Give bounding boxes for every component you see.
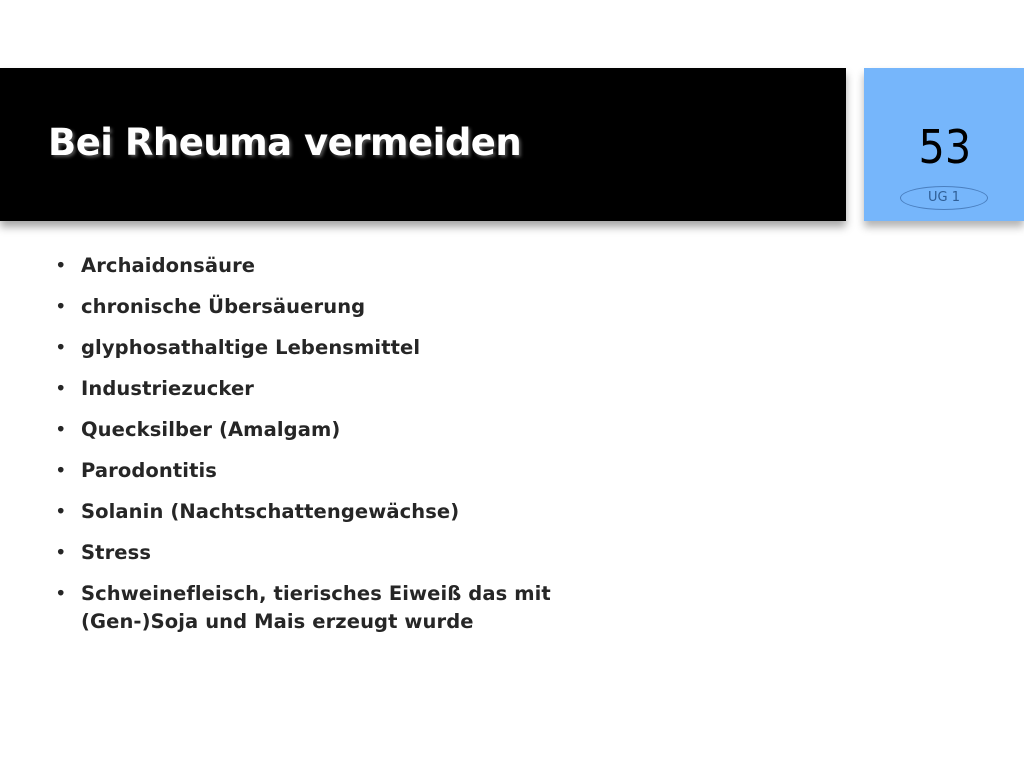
bullet-icon: • xyxy=(55,254,67,277)
list-item-text: Stress xyxy=(81,541,152,564)
slide-number-box xyxy=(864,68,1024,221)
bullet-icon: • xyxy=(55,582,67,605)
list-item-text: Parodontitis xyxy=(81,459,217,482)
list-item xyxy=(55,539,555,566)
bullet-icon: • xyxy=(55,295,67,318)
list-item-text: Archaidonsäure xyxy=(81,254,256,277)
title-bar xyxy=(0,68,846,221)
list-item-text: Schweinefleisch, tierisches Eiweiß das mit (Gen-)Soja und Mais erzeugt wurde xyxy=(81,582,551,633)
bullet-icon: • xyxy=(55,336,67,359)
bullet-icon: • xyxy=(55,377,67,400)
list-item-text: Industriezucker xyxy=(81,377,255,400)
list-item xyxy=(55,416,555,443)
list-item-text: glyphosathaltige Lebensmittel xyxy=(81,336,421,359)
list-item xyxy=(55,498,555,525)
bullet-icon: • xyxy=(55,541,67,564)
avoid-list xyxy=(55,252,555,650)
list-item xyxy=(55,252,555,279)
slide-title: Bei Rheuma vermeiden xyxy=(48,121,522,164)
bullet-icon: • xyxy=(55,500,67,523)
list-item xyxy=(55,293,555,320)
list-item-text: Solanin (Nachtschattengewächse) xyxy=(81,500,460,523)
unit-badge: UG 1 xyxy=(900,186,988,210)
list-item xyxy=(55,334,555,361)
list-item-text: Quecksilber (Amalgam) xyxy=(81,418,341,441)
bullet-icon: • xyxy=(55,459,67,482)
list-item xyxy=(55,457,555,484)
list-item-text: chronische Übersäuerung xyxy=(81,295,366,318)
slide-number: 53 xyxy=(918,120,972,174)
bullet-icon: • xyxy=(55,418,67,441)
list-item xyxy=(55,580,551,636)
list-item xyxy=(55,375,555,402)
